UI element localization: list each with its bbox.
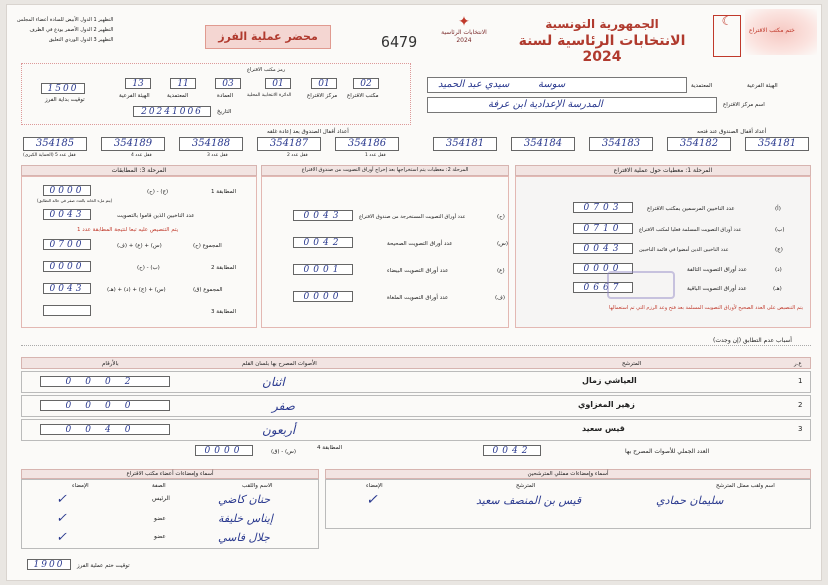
- star-icon: ✦: [458, 14, 470, 30]
- result-number: 3: [798, 425, 803, 433]
- match4-value: 0000: [195, 445, 253, 456]
- seal-after-box: 354185: [23, 137, 87, 151]
- results-header: [21, 357, 811, 369]
- extracted-label: عدد أوراق التصويت المستخرجة من صندوق الاقتراع: [359, 214, 466, 220]
- members-panel: [21, 479, 319, 549]
- sum-h-formula: (س) + (ع) + (ف): [117, 243, 162, 249]
- delivered-label: عدد أوراق التصويت المسلمة فعليا لمكتب الاقتراع: [639, 227, 742, 233]
- corner-note: ختم مكتب الاقتراع: [749, 27, 795, 34]
- stage3-note: يتم التنصيص عليه تبعا لنتيجة المطابقة عدد 1: [77, 227, 179, 233]
- lock-label: قفل عدد 4: [131, 153, 152, 158]
- sum-h-label: المجموع (ح): [193, 243, 222, 249]
- extracted-value: 0043: [293, 210, 353, 221]
- registered-value: 0703: [573, 202, 633, 213]
- seal-before-box: 354181: [745, 137, 809, 151]
- sum-q-label: المجموع (ق): [193, 287, 223, 293]
- total-value: 0042: [483, 445, 541, 456]
- total-label: العدد الجملي للأصوات المصرح بها: [625, 448, 710, 455]
- stage1-title: المرحلة 1: معطيات حول عملية الاقتراع: [613, 167, 713, 174]
- seal-after-box: 354188: [179, 137, 243, 151]
- void-value: 0000: [293, 291, 353, 302]
- legend-line: التظهير 3 الدول الوردي التعليق: [48, 37, 114, 43]
- header-number: ع.ر: [794, 361, 802, 367]
- reps-col-sig: الإمضاء: [366, 483, 383, 489]
- result-row: [21, 395, 811, 417]
- delivered-value: 0710: [573, 223, 633, 234]
- code-label: مركز الاقتراع: [307, 93, 338, 99]
- match2-label: المطابقة 2: [211, 265, 237, 271]
- remaining-label: عدد أوراق التصويت الباقية: [687, 286, 747, 292]
- stage2-panel: [261, 176, 509, 328]
- member-role: عضو: [154, 515, 166, 522]
- match1-formula: (ج) - (ح): [147, 189, 169, 195]
- date-label: التاريخ: [217, 109, 232, 115]
- center-label: اسم مركز الاقتراع: [723, 102, 765, 108]
- code-box: 01: [311, 78, 337, 89]
- center-value: المدرسة الإعدادية ابن عرفة: [488, 99, 603, 110]
- discrepancy-label: أسباب عدم التطابق (إن وجدت): [713, 337, 792, 344]
- stage3-header: [21, 165, 257, 176]
- void-code: (ف): [495, 295, 506, 301]
- reps-header: [325, 469, 811, 479]
- seal-before-box: 354182: [667, 137, 731, 151]
- rep-name: سليمان حمادي: [656, 494, 724, 507]
- result-row: [21, 371, 811, 393]
- seals-before-label: أعداد أقفال الصندوق عند فتحه: [697, 129, 767, 135]
- member-name: إيناس خليفة: [218, 512, 273, 525]
- result-name: العياشي زمال: [582, 376, 637, 385]
- delivered-code: (ب): [775, 227, 785, 233]
- legend-line: التظهير 2 الدول الأصفر يودع في الظرف: [29, 27, 114, 33]
- reps-col-rep: اسم ولقب ممثل المترشح: [716, 483, 775, 489]
- code-label: المعتمدية: [167, 93, 189, 99]
- delegation-label: المعتمدية: [691, 83, 713, 89]
- signed-label: عدد الناخبين الذين أمضوا في قائمة الناخبين: [639, 247, 729, 253]
- blank-label: عدد أوراق التصويت البيضاء: [387, 268, 449, 274]
- end-time-label: توقيت ختم عملية الفرز: [77, 563, 130, 569]
- remaining-value: 0667: [573, 282, 633, 293]
- match2-value: 0000: [43, 261, 91, 272]
- damaged-value: 0000: [573, 263, 633, 274]
- header-titles: [497, 17, 707, 65]
- void-label: عدد أوراق التصويت الملغاة: [387, 295, 449, 301]
- flag-icon: ☾: [721, 14, 733, 28]
- result-digits: 0000: [40, 400, 170, 411]
- result-words: أربعون: [262, 423, 296, 437]
- official-stamp: [607, 271, 675, 299]
- members-header: [21, 469, 319, 479]
- code-label: العمادة: [217, 93, 234, 99]
- delegation-value: سيدي عبد الحميد: [438, 79, 510, 90]
- member-role: الرئيس: [152, 495, 170, 502]
- form-title-badge: [205, 25, 331, 49]
- member-name: جلال فاسي: [218, 531, 270, 544]
- isie-logo: [713, 15, 741, 57]
- time-digit: 1500: [41, 83, 85, 94]
- match4-label: المطابقة 4: [317, 445, 343, 451]
- sum-q-value: 0043: [43, 283, 91, 294]
- result-name: زهير المغزاوي: [578, 400, 635, 409]
- code-label: الدائرة الانتخابية المحلية: [247, 93, 292, 98]
- stage1-note: يتم التنصيص على العدد الصحيح لأوراق التصويت المسلمة بعد فتح وعد الرزم التي تم استعمالها: [609, 305, 803, 311]
- seal-after-box: 354187: [257, 137, 321, 151]
- discrepancy-line: [21, 345, 811, 346]
- rep-signature: ✓: [366, 492, 378, 508]
- code-label: مكتب الاقتراع: [347, 93, 379, 99]
- damaged-label: عدد أوراق التصويت التالفة: [687, 267, 747, 273]
- date-field: 20241006: [133, 106, 211, 117]
- left-legend: [17, 17, 113, 44]
- member-name: حنان كاضي: [218, 493, 271, 506]
- voters-label: عدد الناخبين الذين قاموا بالتصويت: [117, 213, 195, 219]
- stage2-header: [261, 165, 509, 176]
- instance-value: سوسة: [538, 79, 566, 90]
- seal-before-box: 354181: [433, 137, 497, 151]
- match1-label: المطابقة 1: [211, 189, 237, 195]
- code-box: 02: [353, 78, 379, 89]
- code-label: الهيئة الفرعية: [119, 93, 150, 99]
- damaged-code: (د): [775, 267, 782, 273]
- stage3-title: المرحلة 3: المطابقات: [111, 167, 167, 174]
- members-col-sig: الإمضاء: [72, 483, 89, 489]
- lock-label: قفل عدد 3: [207, 153, 228, 158]
- lock-label: قفل عدد 5 (الحماية الكبرى): [23, 153, 76, 158]
- seal-after-box: 354189: [101, 137, 165, 151]
- reps-col-candidate: المترشح: [516, 483, 536, 489]
- rep-candidate: قيس بن المنصف سعيد: [476, 494, 582, 507]
- time-start-label: توقيت بداية الفرز: [45, 97, 85, 103]
- sum-q-formula: (س) + (ج) + (د) + (هـ): [107, 287, 166, 293]
- result-number: 2: [798, 401, 803, 409]
- member-signature: ✓: [56, 511, 67, 526]
- result-words: اثنان: [262, 375, 285, 389]
- seal-before-box: 354184: [511, 137, 575, 151]
- legend-line: التظهير 1 الدول الأبيض للسادة أعضاء المجلس: [17, 17, 114, 23]
- voters-value: 0043: [43, 209, 91, 220]
- header-digits: بالأرقام: [102, 361, 119, 367]
- remaining-code: (هـ): [773, 286, 782, 292]
- valid-label: عدد أوراق التصويت الصحيحة: [387, 241, 453, 247]
- members-title: أسماء وإمضاءات أعضاء مكتب الاقتراع: [126, 471, 214, 477]
- match3-value: [43, 305, 91, 316]
- election-title: الانتخابات الرئاسية لسنة 2024: [518, 33, 686, 65]
- blank-code: (ع): [497, 268, 505, 274]
- match2-formula: (ب) - (ح): [137, 265, 160, 271]
- code-box: 13: [125, 78, 151, 89]
- member-signature: ✓: [56, 492, 67, 507]
- time-start-digits: [41, 83, 85, 94]
- seal-before-box: 354183: [589, 137, 653, 151]
- result-number: 1: [798, 377, 803, 385]
- tally-form-page: [6, 4, 822, 581]
- lock-label: قفل عدد 2: [287, 153, 308, 158]
- code-box: 03: [215, 78, 241, 89]
- center-field: [427, 97, 717, 113]
- election-logo: [439, 15, 489, 65]
- code-box: 11: [170, 78, 196, 89]
- result-words: صفر: [272, 399, 295, 413]
- seals-after-label: أعداد أقفال الصندوق بعد إعادة غلقه: [267, 129, 349, 135]
- result-name: قيس سعيد: [582, 424, 625, 433]
- form-number: 6479: [381, 33, 418, 51]
- lock-label: قفل عدد 1: [365, 153, 386, 158]
- form-title: محضر عملية الفرز: [218, 30, 318, 43]
- zero-note: (يتم ملء الخانة بالعدد صفر في حالة التطابق): [37, 198, 113, 203]
- match1-value: 0000: [43, 185, 91, 196]
- member-signature: ✓: [56, 530, 67, 545]
- members-col-name: الاسم واللقب: [242, 483, 273, 489]
- signed-code: (ج): [775, 247, 783, 253]
- stage2-title: المرحلة 2: معطيات يتم استخراجها بعد إخراج أوراق التصويت من صندوق الاقتراع: [301, 167, 469, 173]
- codes-label: رمز مكتب الاقتراع: [247, 67, 286, 73]
- instance-field: [427, 77, 687, 93]
- match4-formula: (س) - (ق): [271, 449, 297, 455]
- match3-label: المطابقة 3: [211, 309, 237, 315]
- valid-code: (س): [497, 241, 509, 247]
- instance-label: الهيئة الفرعية: [747, 83, 778, 89]
- registered-label: عدد الناخبين المرسمين بمكتب الاقتراع: [647, 206, 735, 212]
- registered-code: (أ): [775, 206, 781, 212]
- reps-title: أسماء وإمضاءات ممثلي المترشحين: [527, 471, 609, 477]
- code-box: 01: [265, 78, 291, 89]
- member-role: عضو: [154, 533, 166, 540]
- result-digits: 0002: [40, 376, 170, 387]
- header-candidate: المترشح: [622, 361, 642, 367]
- sum-h-value: 0700: [43, 239, 91, 250]
- logo-text: الانتخابات الرئاسية 2024: [441, 29, 487, 44]
- reps-panel: [325, 479, 811, 529]
- republic-title: الجمهورية التونسية: [545, 17, 659, 31]
- result-row: [21, 419, 811, 441]
- blank-value: 0001: [293, 264, 353, 275]
- corner-stamp-area: [745, 9, 817, 55]
- header-words: الأصوات المصرح بها بلسان القلم: [242, 361, 317, 367]
- seal-after-box: 354186: [335, 137, 399, 151]
- end-time-value: 1900: [27, 559, 71, 570]
- extracted-code: (ح): [497, 214, 505, 220]
- result-digits: 0040: [40, 424, 170, 435]
- valid-value: 0042: [293, 237, 353, 248]
- members-col-role: الصفة: [152, 483, 166, 489]
- stage1-header: [515, 165, 811, 176]
- signed-value: 0043: [573, 243, 633, 254]
